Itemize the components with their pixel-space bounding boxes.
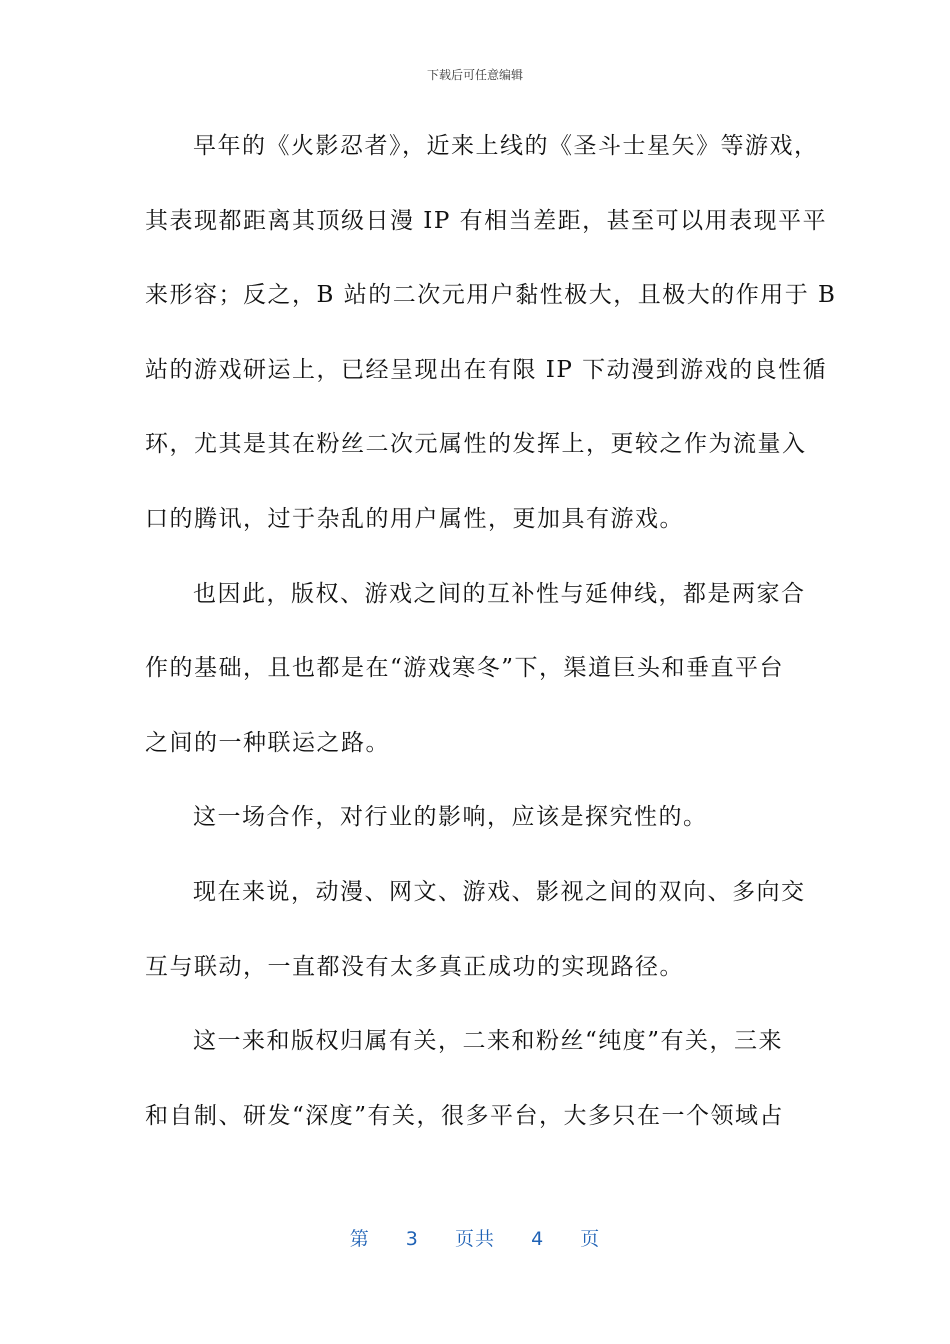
text-line: 也因此，版权、游戏之间的互补性与延伸线，都是两家合: [193, 580, 806, 607]
text-line: 这一场合作，对行业的影响，应该是探究性的。: [193, 804, 708, 831]
text-line: 这一来和版权归属有关，二来和粉丝“纯度”有关，三来: [193, 1028, 784, 1055]
page-label-suffix: 页: [580, 1228, 601, 1250]
total-pages-number: 4: [531, 1228, 545, 1250]
text-line: 作的基础，且也都是在“游戏寒冬”下，渠道巨头和垂直平台: [145, 655, 785, 682]
text-line: 之间的一种联运之路。: [145, 729, 390, 756]
text-line: 和自制、研发“深度”有关，很多平台，大多只在一个领域占: [145, 1102, 785, 1129]
text-line: 口的腾讯，过于杂乱的用户属性，更加具有游戏。: [145, 505, 684, 532]
text-line: 现在来说，动漫、网文、游戏、影视之间的双向、多向交: [193, 878, 806, 905]
text-line: 来形容；反之，B 站的二次元用户黏性极大，且极大的作用于 B: [145, 282, 837, 309]
text-line: 站的游戏研运上，已经呈现出在有限 IP 下动漫到游戏的良性循: [145, 356, 828, 383]
text-line: 环，尤其是其在粉丝二次元属性的发挥上，更较之作为流量入: [145, 431, 807, 458]
current-page-number: 3: [405, 1228, 419, 1250]
text-line: 早年的《火影忍者》，近来上线的《圣斗士星矢》等游戏，: [193, 133, 819, 159]
text-line: 其表现都距离其顶级日漫 IP 有相当差距，甚至可以用表现平平: [145, 207, 828, 234]
page-header: 下载后可任意编辑: [426, 68, 523, 82]
document-body: [145, 120, 837, 1164]
page-label-mid: 页共: [454, 1228, 495, 1250]
text-line: 互与联动，一直都没有太多真正成功的实现路径。: [145, 953, 684, 980]
page-footer: [0, 1224, 950, 1251]
page-label-prefix: 第: [349, 1228, 370, 1250]
